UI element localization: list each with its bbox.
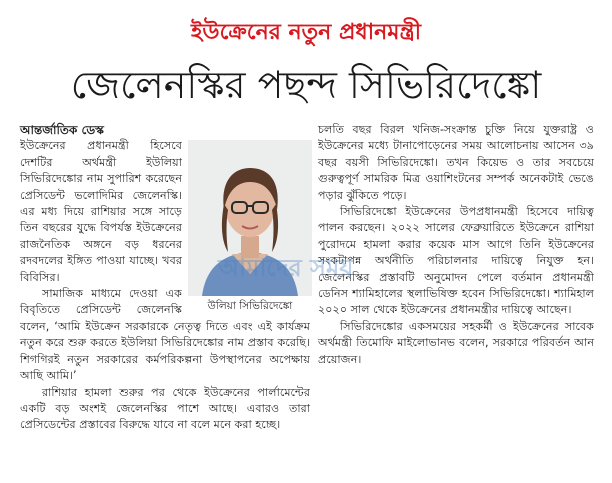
portrait-illustration xyxy=(188,140,312,296)
article-headline: জেলেনস্কির পছন্দ সিভিরিদেঙ্কো xyxy=(70,63,542,107)
section-kicker: ইউক্রেনের নতুন প্রধানমন্ত্রী xyxy=(190,20,422,45)
paragraph-5: সিভিরিদেঙ্কো ইউক্রেনের উপপ্রধানমন্ত্রী হিসেবে দায়িত্ব পালন করছেন। ২০২২ সালের ফেব্রুয়ারিতে ইউক্রেনে রাশিয়া পুরোদমে হামলা করার কয়েক মাস আগে তিনি ইউক্রেনের সংকটাপন্ন অর্থনীতি পরিচালনার দায়িত্বে নিযুক্ত হন। জেলেনস্কির প্রস্তাবটি অনুমোদন পেলে বর্তমান প্রধানমন্ত্রী ডেনিস শ্যামিহালের স্থলাভিষিক্ত হবেন সিভিরিদেঙ্কো। শ্যামিহাল ২০২০ সাল থেকে ইউক্রেনের প্রধানমন্ত্রীর দায়িত্বে আছেন। xyxy=(318,205,594,317)
article-column-right xyxy=(318,122,594,368)
photo-caption: উলিয়া সিভিরিদেঙ্কো xyxy=(207,300,293,313)
watermark-text: আমাদের সময় xyxy=(218,254,354,282)
article-column-left xyxy=(20,122,310,434)
desk-label: আন্তর্জাতিক ডেস্ক xyxy=(20,123,104,137)
paragraph-4: চলতি বছর বিরল খনিজ-সংক্রান্ত চুক্তি নিয়ে যুক্তরাষ্ট্র ও ইউক্রেনের মধ্যে টানাপোড়েনের সময় আলোচনায় আসেন ৩৯ বছর বয়সী সিভিরিদেঙ্কো। তখন কিয়েভ ও তার সবচেয়ে গুরুত্বপূর্ণ সামরিক মিত্র ওয়াশিংটনের সম্পর্ক অনেকটাই ভেঙে পড়ার ঝুঁকিতে পড়ে। xyxy=(318,123,594,202)
paragraph-3: রাশিয়ার হামলা শুরুর পর থেকে ইউক্রেনের পার্লামেন্টের একটি বড় অংশই জেলেনস্কির পাশে আছে। এবারও তারা প্রেসিডেন্টের প্রস্তাবের বিরুদ্ধে যাবে না বলে মনে করা হচ্ছে। xyxy=(20,385,310,432)
paragraph-1 xyxy=(20,138,310,313)
portrait-photo xyxy=(188,140,312,296)
paragraph-6: সিভিরিদেঙ্কোর একসময়ের সহকর্মী ও ইউক্রেনের সাবেক অর্থমন্ত্রী তিমোফি মাইলোভানভ বলেন, সরকারে পরিবর্তন আন প্রয়োজন। xyxy=(318,319,594,366)
photo-figure xyxy=(188,140,312,313)
paragraph-1-text: ইউক্রেনের প্রধানমন্ত্রী হিসেবে দেশটির অর্থমন্ত্রী ইউলিয়া সিভিরিদেঙ্কোর নাম সুপারিশ করেছেন প্রেসিডেন্ট ভলোদিমির জেলেনস্কি। এর মধ্য দিয়ে রাশিয়ার সঙ্গে সাড়ে তিন বছরের যুদ্ধে বিপর্যস্ত ইউক্রেনের রাজনৈতিক অঙ্গনে বড় ধরনের রদবদলের ইঙ্গিত পাওয়া যাচ্ছে। খবর বিবিসির। xyxy=(20,139,182,284)
paragraph-2: সামাজিক মাধ্যমে দেওয়া এক বিবৃতিতে প্রেসিডেন্ট জেলেনস্কি বলেন, ‘আমি ইউক্রেন সরকারকে নেতৃত্ব দিতে এবং এই কার্যক্রম নতুন করে শুরু করতে ইউলিয়া সিভিরিদেঙ্কোর নাম প্রস্তাব করেছি। শিগগিরই নতুন সরকারের কর্মপরিকল্পনা উপস্থাপনের অপেক্ষায় আছি আমি।’ xyxy=(20,287,310,383)
